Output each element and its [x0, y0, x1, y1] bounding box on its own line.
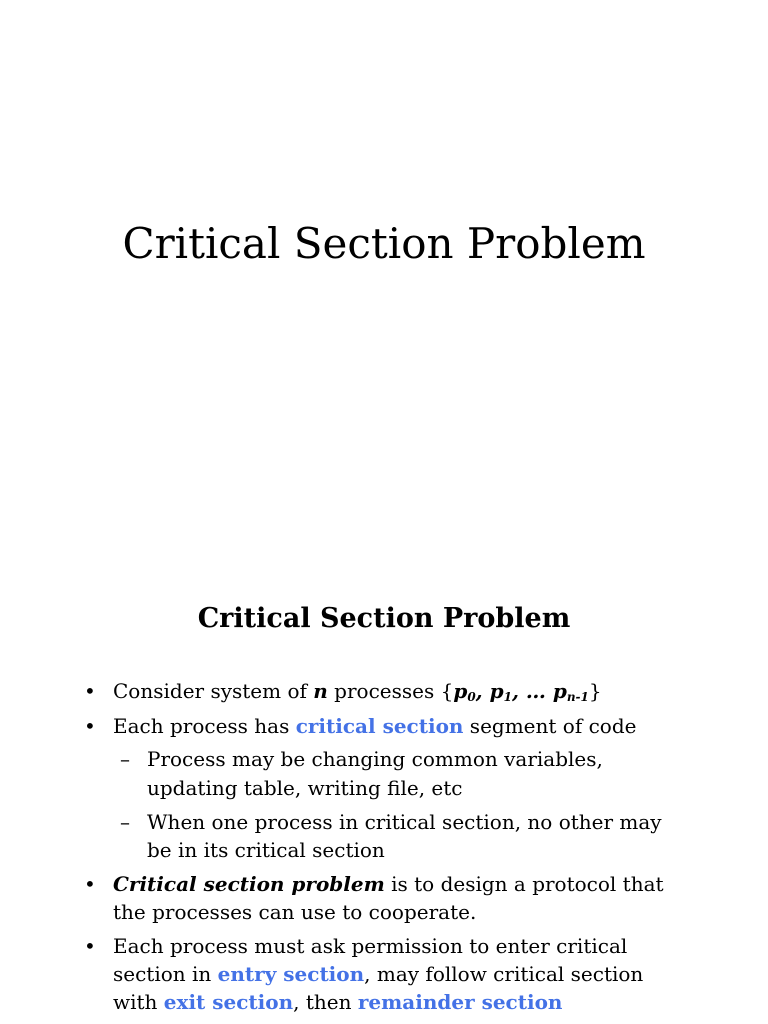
- exit-section-term: exit section: [163, 990, 294, 1014]
- bullet-each-process: [113, 712, 636, 740]
- p0-subscript: 0: [467, 690, 476, 704]
- bullet-text: }: [588, 679, 602, 703]
- pn-subscript: n-1: [566, 690, 589, 704]
- bullet-text: , then: [293, 990, 358, 1014]
- separator: ,: [475, 679, 490, 703]
- separator: , …: [511, 679, 553, 703]
- sub-bullet-line: Process may be changing common variables,: [147, 747, 603, 771]
- sub-bullet-line: updating table, writing file, etc: [147, 776, 463, 800]
- bullet-text: , may follow critical section: [364, 962, 644, 986]
- bullet-marker: •: [84, 872, 96, 896]
- critical-section-term: critical section: [295, 714, 464, 738]
- bullet-permission: Each process must ask permission to enter critical: [113, 934, 628, 958]
- bullet-text: with: [113, 990, 164, 1014]
- bullet-text: section in: [113, 962, 218, 986]
- sub-bullet-marker: –: [120, 747, 130, 771]
- bullet-text: segment of code: [463, 714, 637, 738]
- entry-section-term: entry section: [217, 962, 365, 986]
- slide-title: Critical Section Problem: [122, 219, 646, 268]
- bullet-consider-system: [113, 677, 602, 705]
- sub-bullet-line: be in its critical section: [147, 838, 385, 862]
- bullet-text: is to design a protocol that: [384, 872, 664, 896]
- bullet-marker: •: [84, 679, 96, 703]
- critical-section-problem-term: Critical section problem: [113, 872, 385, 896]
- bullet-text: Consider system of: [113, 679, 314, 703]
- remainder-section-term: remainder section: [357, 990, 563, 1014]
- bullet-problem-definition: [113, 870, 664, 898]
- bullet-text: Each process has: [113, 714, 296, 738]
- bullet-marker: •: [84, 934, 96, 958]
- p1-variable: p: [489, 679, 504, 703]
- sub-bullet-marker: –: [120, 810, 130, 834]
- p0-variable: p: [453, 679, 468, 703]
- p1-subscript: 1: [503, 690, 512, 704]
- slide-heading: Critical Section Problem: [197, 603, 571, 634]
- sub-bullet-line: When one process in critical section, no other may: [147, 810, 662, 834]
- bullet-text: processes {: [327, 679, 454, 703]
- bullet-continuation: [113, 960, 643, 988]
- pn-variable: p: [552, 679, 567, 703]
- n-variable: n: [313, 679, 328, 703]
- bullet-continuation: the processes can use to cooperate.: [113, 900, 477, 924]
- bullet-marker: •: [84, 714, 96, 738]
- bullet-continuation: [113, 988, 562, 1016]
